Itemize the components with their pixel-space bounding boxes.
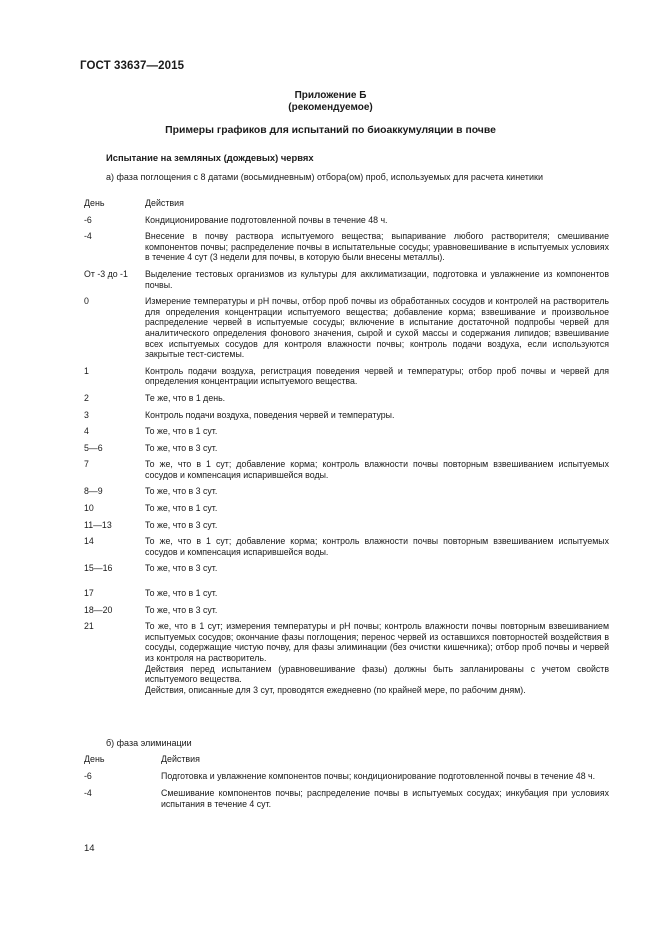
day-cell: 4 bbox=[84, 426, 89, 437]
day-cell: 7 bbox=[84, 459, 89, 470]
page-number: 14 bbox=[84, 843, 95, 854]
action-cell bbox=[145, 393, 609, 404]
day-cell: -6 bbox=[84, 214, 92, 225]
action-cell bbox=[161, 771, 609, 782]
table-row bbox=[84, 588, 609, 599]
action-text: То же, что в 3 сут. bbox=[145, 519, 218, 530]
action-cell bbox=[145, 426, 609, 437]
subsection-title: Испытание на земляных (дождевых) червях bbox=[106, 152, 314, 163]
day-cell: 15—16 bbox=[84, 563, 113, 574]
action-cell bbox=[145, 215, 609, 226]
table-row bbox=[84, 520, 609, 531]
action-text: То же, что в 1 сут. bbox=[145, 503, 218, 514]
day-cell: -4 bbox=[84, 231, 92, 242]
table-row bbox=[84, 563, 609, 574]
action-cell bbox=[145, 621, 609, 695]
action-text: Контроль подачи воздуха, регистрация поведения червей и температуры; отбор проб почвы и червей для определения концентрации испытуемого вещества. bbox=[145, 365, 609, 387]
day-cell: 17 bbox=[84, 588, 94, 599]
phase-a-label: а) фаза поглощения с 8 датами (восьмидневным) отбора(ом) проб, используемых для расчета кинетики bbox=[106, 172, 544, 182]
action-cell bbox=[145, 536, 609, 557]
action-text: Те же, что в 1 день. bbox=[145, 392, 226, 403]
action-text: То же, что в 1 сут; добавление корма; контроль влажности почвы повторным взвешиванием испытуемых сосудов и компенсация испарившейся воды. bbox=[145, 459, 609, 480]
action-text: То же, что в 3 сут. bbox=[145, 442, 218, 453]
table-row bbox=[84, 771, 609, 782]
action-text: То же, что в 3 сут. bbox=[145, 486, 218, 497]
column-header-day: День bbox=[84, 198, 105, 208]
column-header-actions: Действия bbox=[161, 754, 200, 764]
table-row bbox=[84, 605, 609, 616]
action-text: То же, что в 3 сут. bbox=[145, 563, 218, 574]
day-cell: 14 bbox=[84, 536, 94, 547]
action-text: То же, что в 1 сут; измерения температуры и pH почвы; контроль влажности почвы повторным взвешиванием испытуемых сосудов; окончание фазы поглощения; перенос червей из оставшихся повторностей воздействия в сосуды, содержащие чистую почву, для фазы элиминации (без очистки кишечника); отбор проб почвы и червей из контроля на растворитель. bbox=[145, 621, 609, 663]
action-text: То же, что в 1 сут. bbox=[145, 588, 218, 599]
action-cell bbox=[145, 443, 609, 454]
action-text: Внесение в почву раствора испытуемого вещества; выпаривание любого растворителя; смешивание компонентов почвы; распределение почвы в испытательные сосуды; уравновешивание в испытуемых условиях в течение 4 сут (3 недели для почвы, в которую были внесены металлы). bbox=[145, 231, 609, 263]
day-cell: 2 bbox=[84, 392, 89, 403]
action-cell bbox=[145, 231, 609, 263]
action-cell bbox=[145, 605, 609, 616]
action-text: Действия, описанные для 3 сут, проводятся ежедневно (по крайней мере, по рабочим дням). bbox=[145, 684, 526, 695]
table-row bbox=[84, 269, 609, 290]
table-row bbox=[84, 443, 609, 454]
action-cell bbox=[145, 459, 609, 480]
table-row bbox=[84, 296, 609, 360]
phase-b-table bbox=[84, 754, 609, 816]
table-row bbox=[84, 231, 609, 263]
table-row bbox=[84, 366, 609, 387]
action-text: Измерение температуры и pH почвы, отбор проб почвы из обработанных сосудов и контролей на растворитель для определения концентрации испытуемого вещества; добавление корма; взвешивание и произвольное распределение червей в испытуемые сосуды; включение в испытание достаточной подпробы червей для аналитического определения фонового значения, сырой и сухой массы и содержания липидов; взвешивание всех испытуемых сосудов для контроля влажности почвы; контроль подачи воздуха, если используются закрытые тест-системы. bbox=[145, 296, 609, 360]
column-header-day: День bbox=[84, 754, 105, 764]
phase-b-label: б) фаза элиминации bbox=[106, 738, 192, 748]
column-header-actions: Действия bbox=[145, 198, 184, 208]
action-cell bbox=[145, 269, 609, 290]
action-cell bbox=[145, 366, 609, 387]
table-header-row bbox=[84, 198, 609, 209]
action-cell bbox=[145, 563, 609, 574]
action-text: То же, что в 1 сут; добавление корма; контроль влажности почвы повторным взвешиванием испытуемых сосудов и компенсация испарившейся воды. bbox=[145, 536, 609, 557]
day-cell: 21 bbox=[84, 621, 94, 632]
action-text: То же, что в 3 сут. bbox=[145, 604, 218, 615]
day-cell: 18—20 bbox=[84, 604, 113, 615]
table-row bbox=[84, 410, 609, 421]
action-text: Подготовка и увлажнение компонентов почвы; кондиционирование подготовленной почвы в течение 48 ч. bbox=[161, 770, 596, 781]
action-text: Смешивание компонентов почвы; распределение почвы в испытуемых сосудах; инкубация при условиях испытания в течение 4 сут. bbox=[161, 788, 609, 809]
action-cell bbox=[145, 486, 609, 497]
table-row bbox=[84, 426, 609, 437]
action-text: Действия перед испытанием (уравновешивание фазы) должны быть запланированы с учетом свойств испытуемого вещества. bbox=[145, 663, 609, 685]
day-cell: -6 bbox=[84, 770, 92, 781]
table-row bbox=[84, 393, 609, 404]
action-text: Выделение тестовых организмов из культуры для акклиматизации, подготовка и увлажнение из компонентов почвы. bbox=[145, 268, 609, 290]
annex-title: Приложение Б bbox=[294, 90, 367, 101]
section-heading: Примеры графиков для испытаний по биоаккумуляции в почве bbox=[165, 125, 496, 136]
action-text: То же, что в 1 сут. bbox=[145, 426, 218, 437]
table-row bbox=[84, 486, 609, 497]
action-cell bbox=[161, 788, 609, 809]
day-cell: От -3 до -1 bbox=[84, 268, 128, 279]
day-cell: 8—9 bbox=[84, 486, 103, 497]
day-cell: 3 bbox=[84, 409, 89, 420]
day-cell: 0 bbox=[84, 296, 89, 307]
action-text: Контроль подачи воздуха, поведения червей и температуры. bbox=[145, 409, 395, 420]
phase-a-table bbox=[84, 198, 609, 701]
table-header-row bbox=[84, 754, 609, 765]
action-cell bbox=[145, 296, 609, 360]
table-row bbox=[84, 536, 609, 557]
table-row bbox=[84, 215, 609, 226]
action-cell bbox=[145, 588, 609, 599]
table-row bbox=[84, 788, 609, 809]
table-row bbox=[84, 459, 609, 480]
table-row bbox=[84, 621, 609, 695]
table-row bbox=[84, 503, 609, 514]
annex-title-block bbox=[0, 90, 661, 113]
action-cell bbox=[145, 520, 609, 531]
action-cell bbox=[145, 410, 609, 421]
day-cell: 10 bbox=[84, 503, 94, 514]
day-cell: 1 bbox=[84, 365, 89, 376]
standard-header: ГОСТ 33637—2015 bbox=[80, 60, 185, 72]
day-cell: 5—6 bbox=[84, 442, 103, 453]
day-cell: 11—13 bbox=[84, 519, 112, 530]
annex-status: (рекомендуемое) bbox=[288, 101, 373, 113]
action-cell bbox=[145, 503, 609, 514]
action-text: Кондиционирование подготовленной почвы в течение 48 ч. bbox=[145, 214, 388, 225]
day-cell: -4 bbox=[84, 788, 92, 799]
